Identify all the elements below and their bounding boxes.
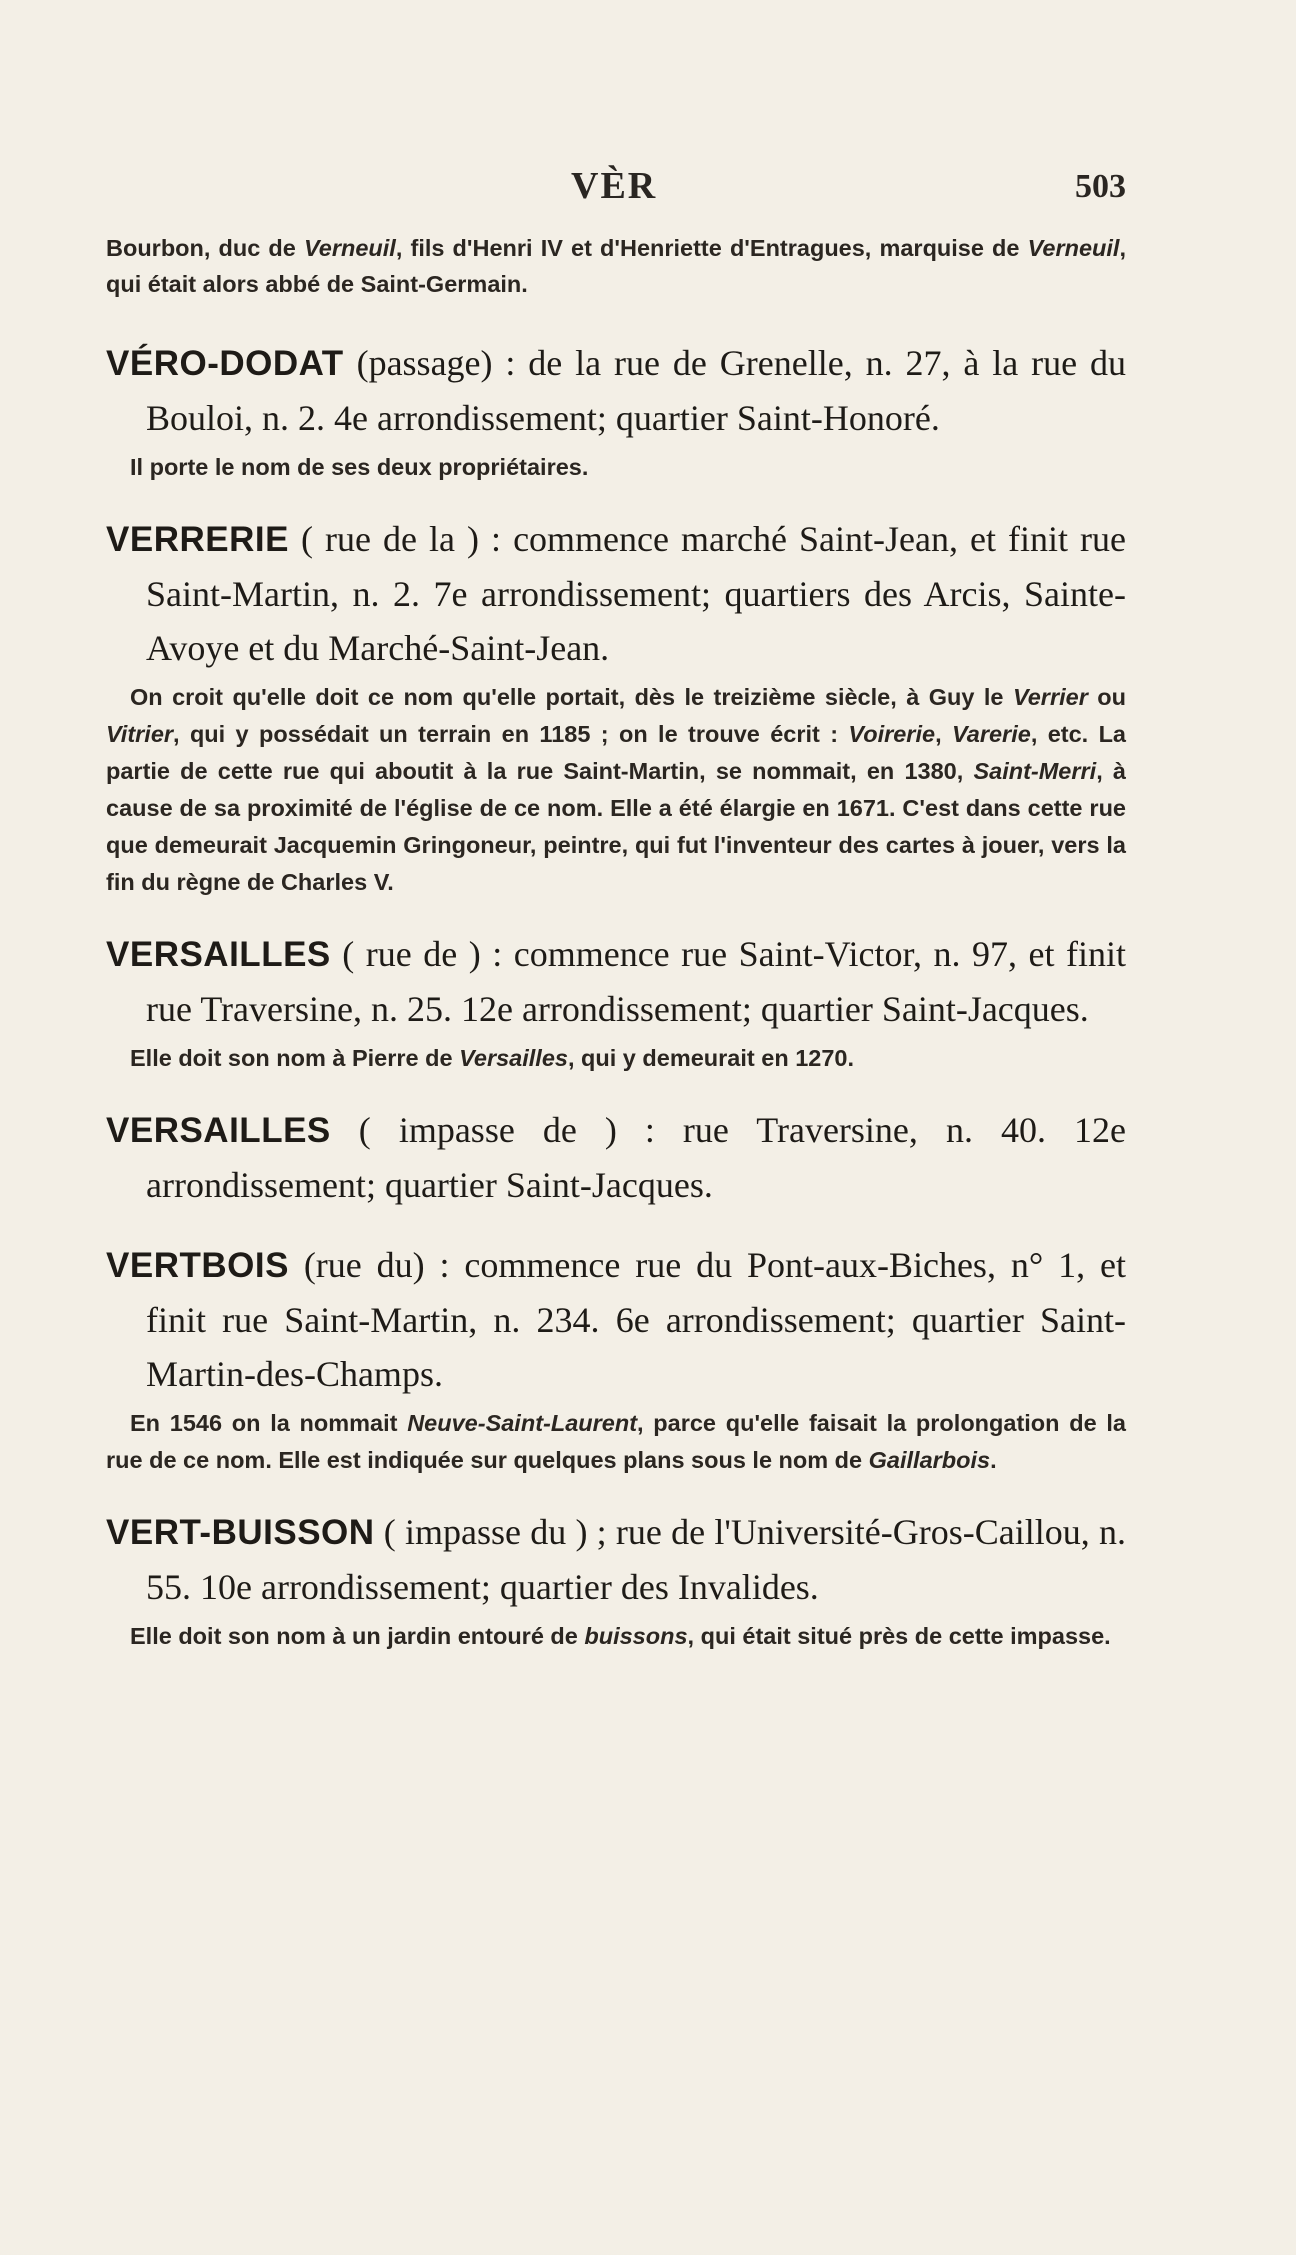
running-header xyxy=(106,150,1126,230)
street-name: VERTBOIS xyxy=(106,1246,289,1285)
italic-run: buissons xyxy=(584,1623,688,1649)
text-run: En 1546 on la nommait xyxy=(130,1410,408,1436)
italic-run: Verneuil xyxy=(1027,235,1120,261)
entry-vero-dodat xyxy=(106,336,1126,486)
text-run: , à cause de sa proximité de l'église de ce nom. Elle a été élargie en 1671. C'est dans cette rue que demeurait Jacquemin Gringoneur, peintre, qui fut l'inventeur des cartes à jouer, vers la fin du règne de Charles V. xyxy=(106,758,1126,895)
entry-vertbois xyxy=(106,1238,1126,1479)
entry-note xyxy=(106,679,1126,901)
italic-run: Verneuil xyxy=(303,235,396,261)
running-title: VÈR xyxy=(571,165,658,207)
entry-heading xyxy=(106,1103,1126,1212)
text-run: , qui y possédait un terrain en 1185 ; on le trouve écrit : xyxy=(173,721,849,747)
text-run: , etc. La partie de cette rue qui aboutit à la rue Saint-Martin, se nommait, en 1380, xyxy=(106,721,1126,784)
entry-heading xyxy=(106,1505,1126,1614)
entry-verrerie xyxy=(106,512,1126,901)
italic-run: Neuve-Saint-Laurent xyxy=(407,1410,638,1436)
page-number: 503 xyxy=(1075,168,1126,205)
italic-run: Gaillarbois xyxy=(868,1447,991,1473)
italic-run: Vitrier xyxy=(106,721,174,747)
text-run: , qui était alors abbé de Saint-Germain. xyxy=(106,235,1126,297)
entry-heading xyxy=(106,927,1126,1036)
text-run: , qui y demeurait en 1270. xyxy=(567,1045,855,1071)
entry-vert-buisson xyxy=(106,1505,1126,1655)
street-name: VERRERIE xyxy=(106,520,289,559)
entry-description: (passage) : de la rue de Grenelle, n. 27, à la rue du Bouloi, n. 2. 4e arrondissement; quartier Saint-Honoré. xyxy=(146,343,1126,438)
italic-run: Varerie xyxy=(951,721,1031,747)
entry-description: ( rue de la ) : commence marché Saint-Jean, et finit rue Saint-Martin, n. 2. 7e arrondissement; quartiers des Arcis, Sainte-Avoye et du Marché-Saint-Jean. xyxy=(146,519,1126,668)
italic-run: Saint-Merri xyxy=(973,758,1097,784)
text-run: Elle doit son nom à un jardin entouré de xyxy=(130,1623,585,1649)
street-name: VÉRO-DODAT xyxy=(106,344,344,383)
text-run: , qui était situé près de cette impasse. xyxy=(687,1623,1111,1649)
entry-description: (rue du) : commence rue du Pont-aux-Biches, n° 1, et finit rue Saint-Martin, n. 234. 6e arrondissement; quartier Saint-Martin-des-Champs. xyxy=(146,1245,1126,1394)
entry-description: ( rue de ) : commence rue Saint-Victor, n. 97, et finit rue Traversine, n. 25. 12e arrondissement; quartier Saint-Jacques. xyxy=(146,934,1126,1029)
text-run: . xyxy=(990,1447,997,1473)
italic-run: Versailles xyxy=(459,1045,568,1071)
entry-heading xyxy=(106,336,1126,445)
entry-note xyxy=(106,1618,1126,1655)
entry-description: ( impasse du ) ; rue de l'Université-Gros-Caillou, n. 55. 10e arrondissement; quartier des Invalides. xyxy=(146,1512,1126,1607)
italic-run: Verrier xyxy=(1012,684,1088,710)
entry-versailles-impasse xyxy=(106,1103,1126,1212)
entry-note xyxy=(106,449,1126,486)
text-run: ou xyxy=(1087,684,1127,710)
entry-heading xyxy=(106,1238,1126,1401)
text-run: , parce qu'elle faisait la prolongation de la rue de ce nom. Elle est indiquée sur quelques plans sous le nom de xyxy=(106,1410,1127,1473)
text-run: On croit qu'elle doit ce nom qu'elle portait, dès le treizième siècle, à Guy le xyxy=(130,684,1013,710)
text-run: , fils d'Henri IV et d'Henriette d'Entragues, marquise de xyxy=(395,235,1028,261)
entry-note xyxy=(106,1405,1126,1479)
text-run: Bourbon, duc de xyxy=(106,235,304,261)
continued-paragraph xyxy=(106,230,1126,302)
street-name: VERSAILLES xyxy=(106,1111,331,1150)
street-name: VERSAILLES xyxy=(106,935,331,974)
entry-heading xyxy=(106,512,1126,675)
entry-versailles-rue xyxy=(106,927,1126,1077)
text-run: , xyxy=(935,721,952,747)
entry-description: ( impasse de ) : rue Traversine, n. 40. 12e arrondissement; quartier Saint-Jacques. xyxy=(146,1110,1126,1205)
italic-run: Voirerie xyxy=(848,721,936,747)
street-name: VERT-BUISSON xyxy=(106,1513,375,1552)
text-run: Elle doit son nom à Pierre de xyxy=(130,1045,460,1071)
entry-note xyxy=(106,1040,1126,1077)
text-run: Il porte le nom de ses deux propriétaires. xyxy=(130,454,589,480)
